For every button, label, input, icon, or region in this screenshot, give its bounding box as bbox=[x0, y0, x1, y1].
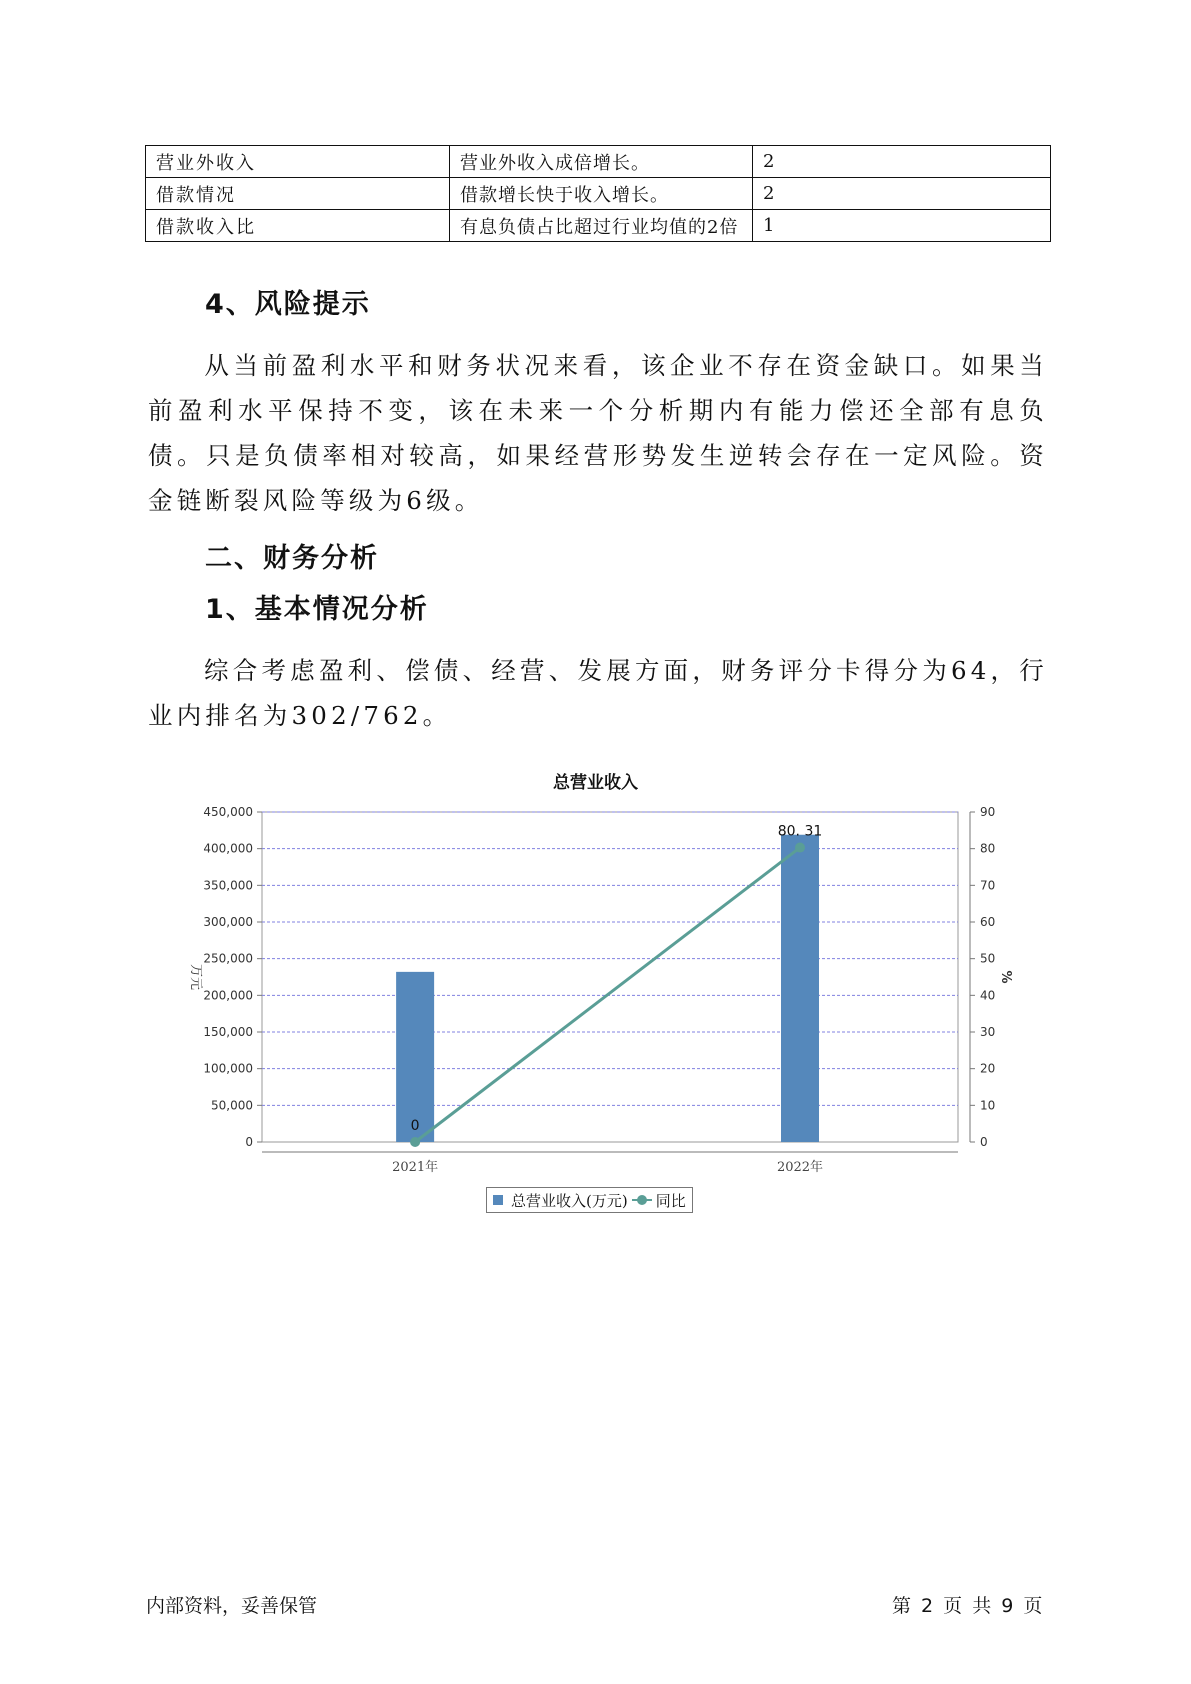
legend-label-line: 同比 bbox=[655, 1191, 686, 1210]
yoy-point bbox=[795, 843, 805, 853]
revenue-chart bbox=[180, 800, 1020, 1180]
yoy-point bbox=[410, 1137, 420, 1147]
table-cell: 借款情况 bbox=[146, 178, 450, 210]
y2-tick-label: 0 bbox=[980, 1135, 988, 1149]
bar bbox=[396, 972, 434, 1142]
chart-legend bbox=[486, 1187, 693, 1213]
y2-tick-label: 80 bbox=[980, 841, 996, 856]
y-tick-label: 450,000 bbox=[203, 805, 253, 819]
table-cell: 有息负债占比超过行业均值的2倍 bbox=[450, 210, 753, 242]
footer-confidential: 内部资料，妥善保管 bbox=[146, 1595, 318, 1617]
y-tick-label: 300,000 bbox=[203, 915, 253, 929]
y2-tick-label: 20 bbox=[980, 1061, 996, 1076]
table-cell: 营业外收入成倍增长。 bbox=[450, 146, 753, 178]
y-tick-label: 250,000 bbox=[203, 951, 253, 966]
table-cell: 借款收入比 bbox=[146, 210, 450, 242]
y2-tick-label: 50 bbox=[980, 951, 996, 966]
y2-tick-label: 40 bbox=[980, 988, 996, 1003]
y2-tick-label: 70 bbox=[980, 878, 996, 893]
y-tick-label: 400,000 bbox=[203, 841, 253, 856]
x-tick-label: 2022年 bbox=[776, 1160, 824, 1175]
plot-frame bbox=[262, 812, 958, 1142]
table-row bbox=[146, 210, 1051, 242]
table-cell: 1 bbox=[753, 210, 1051, 242]
y-tick-label: 0 bbox=[245, 1135, 253, 1149]
yoy-line bbox=[415, 848, 800, 1142]
finance-heading: 二、财务分析 bbox=[205, 543, 379, 574]
y2-axis-title: % bbox=[998, 970, 1013, 984]
y-tick-label: 350,000 bbox=[203, 878, 253, 893]
risk-paragraph bbox=[148, 343, 1048, 523]
y-tick-label: 100,000 bbox=[203, 1061, 253, 1076]
line-legend-marker bbox=[632, 1195, 652, 1205]
chart-title: 总营业收入 bbox=[553, 773, 638, 793]
risk-heading: 4、风险提示 bbox=[205, 289, 371, 320]
y-tick-label: 50,000 bbox=[211, 1098, 253, 1113]
table-cell: 借款增长快于收入增长。 bbox=[450, 178, 753, 210]
table-cell: 2 bbox=[753, 178, 1051, 210]
y-tick-label: 200,000 bbox=[203, 988, 253, 1003]
data-label: 0 bbox=[410, 1118, 420, 1134]
y-axis-title: 万元 bbox=[188, 963, 203, 991]
bar-legend-swatch bbox=[493, 1195, 503, 1205]
basic-analysis-heading: 1、基本情况分析 bbox=[205, 594, 429, 625]
x-tick-label: 2021年 bbox=[392, 1160, 439, 1175]
table-cell: 营业外收入 bbox=[146, 146, 450, 178]
table-cell: 2 bbox=[753, 146, 1051, 178]
indicator-table bbox=[145, 145, 1051, 242]
basic-analysis-paragraph bbox=[148, 648, 1048, 738]
table-row bbox=[146, 146, 1051, 178]
footer-page-number: 第 2 页 共 9 页 bbox=[892, 1595, 1043, 1617]
risk-paragraph-text: 从当前盈利水平和财务状况来看，该企业不存在资金缺口。如果当前盈利水平保持不变，该在未来一个分析期内有能力偿还全部有息负债。只是负债率相对较高，如果经营形势发生逆转会存在一定风险。资金链断裂风险等级为6级。 bbox=[148, 351, 1048, 515]
basic-analysis-text: 综合考虑盈利、偿债、经营、发展方面，财务评分卡得分为64，行业内排名为302/762。 bbox=[148, 656, 1048, 730]
y-tick-label: 150,000 bbox=[203, 1025, 253, 1039]
table-row bbox=[146, 178, 1051, 210]
data-label: 80. 31 bbox=[777, 823, 823, 840]
legend-label-bar: 总营业收入(万元) bbox=[511, 1191, 628, 1210]
y2-tick-label: 60 bbox=[980, 915, 996, 929]
bar bbox=[781, 835, 819, 1142]
y2-tick-label: 30 bbox=[980, 1025, 996, 1039]
y2-tick-label: 10 bbox=[980, 1098, 996, 1113]
y2-tick-label: 90 bbox=[980, 805, 996, 819]
